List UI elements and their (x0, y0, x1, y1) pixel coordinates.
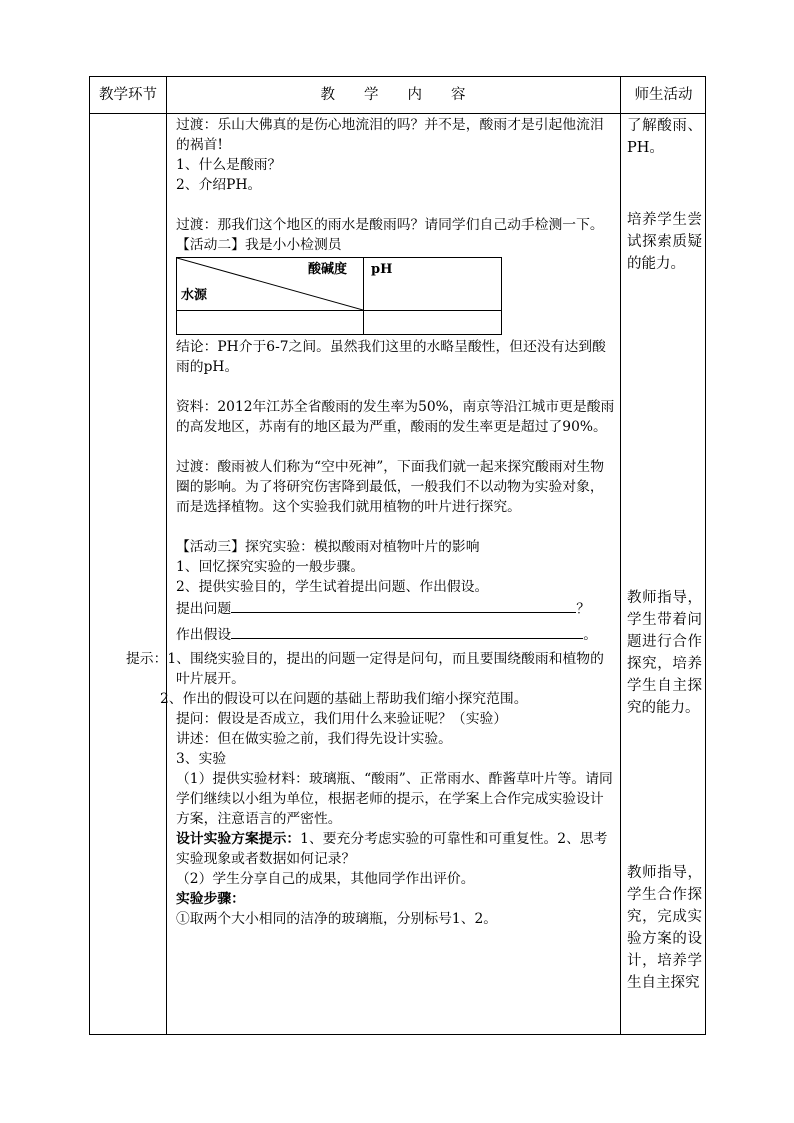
list-item: 3、实验 (176, 751, 227, 767)
lesson-plan-table (89, 76, 706, 1035)
question-mark: ？ (576, 601, 590, 617)
activity-note-inquiry (627, 209, 702, 275)
activity-title: 【活动二】我是小小检测员 (176, 237, 342, 253)
question-blank-row (176, 597, 616, 622)
column-divider (166, 77, 167, 1034)
list-item: 2、提供实验目的，学生试着提出问题、作出假设。 (176, 579, 489, 595)
hypothesis-blank-row (176, 622, 616, 649)
materials-paragraph: （1）提供实验材料：玻璃瓶、“酸雨”、正常雨水、酢酱草叶片等。请同学们继续以小组为单位，根据老师的提示，在学案上合作完成实验设计方案，注意语言的严密性。 (176, 771, 613, 827)
step-item: ①取两个大小相同的洁净的玻璃瓶，分别标号1、2。 (176, 911, 498, 927)
conclusion-paragraph: 结论：PH介于6-7之间。虽然我们这里的水略呈酸性，但还没有达到酸雨的pH。 (176, 339, 606, 375)
hint-item: 提示：1、围绕实验目的，提出的问题一定得是问句，而且要围绕酸雨和植物的叶片展开。 (126, 651, 604, 687)
activity-note-text: 教师指导，学生合作探究，完成实验方案的设计，培养学生自主探究 (627, 865, 702, 991)
diagonal-header-acidity: 酸碱度 (308, 262, 348, 277)
data-paragraph: 资料：2012年江苏全省酸雨的发生率为50%，南京等沿江城市更是酸雨的高发地区，苏南有的地区最为严重，酸雨的发生率更是超过了90%。 (176, 399, 615, 435)
ph-test-table (176, 257, 502, 335)
list-item: 1、回忆探究实验的一般步骤。 (176, 559, 365, 575)
sharing-paragraph: （2）学生分享自己的成果，其他同学作出评价。 (176, 871, 475, 887)
transition-paragraph: 过渡：乐山大佛真的是伤心地流泪的吗？并不是，酸雨才是引起他流泪的祸首! (176, 117, 604, 153)
ph-column-header: pH (371, 262, 393, 277)
hypothesis-label: 作出假设 (176, 627, 232, 643)
activity-note-ph (627, 115, 702, 159)
question-blank-line (231, 598, 576, 613)
header-teaching-stage: 教学环节 (99, 87, 157, 103)
column-divider (363, 310, 364, 334)
activity-note-text: 教师指导，学生带着问题进行合作探究，培养学生自主探究的能力。 (627, 590, 702, 716)
diagonal-header-water-source: 水源 (181, 288, 208, 303)
table-row (177, 310, 501, 311)
question-label: 提出问题 (176, 601, 232, 617)
teaching-content (126, 115, 616, 929)
header-teaching-content: 教 学 内 容 (320, 87, 466, 103)
activity-title: 【活动三】探究实验：模拟酸雨对植物叶片的影响 (176, 539, 480, 555)
period-mark: 。 (583, 627, 597, 643)
explanation-paragraph: 讲述：但在做实验之前，我们得先设计实验。 (176, 731, 452, 747)
header-teacher-student-activity: 师生活动 (634, 87, 693, 103)
list-item: 1、什么是酸雨？ (176, 157, 282, 173)
activity-note-design (627, 862, 702, 994)
design-hint-paragraph (176, 829, 616, 869)
design-hint-text: 1、要充分考虑实验的可靠性和可重复性。2、思考实验现象或者数据如何记录？ (176, 831, 608, 867)
hint-item: 2、作出的假设可以在问题的基础上帮助我们缩小探究范围。 (160, 691, 528, 707)
activity-note-guidance (627, 587, 702, 719)
activity-note-text: 培养学生尝试探索质疑的能力。 (627, 212, 702, 272)
steps-heading: 实验步骤： (176, 891, 245, 907)
activity-note-text: 了解酸雨、PH。 (627, 118, 702, 156)
transition-paragraph: 过渡：酸雨被人们称为“空中死神”，下面我们就一起来探究酸雨对生物圈的影响。为了将研究伤害降到最低，一般我们不以动物为实验对象，而是选择植物。这个实验我们就用植物的叶片进行探究。 (176, 459, 605, 515)
header-divider (90, 113, 705, 114)
column-divider (620, 77, 621, 1034)
question-paragraph: 提问：假设是否成立，我们用什么来验证呢？（实验） (176, 711, 508, 727)
list-item: 2、介绍PH。 (176, 177, 262, 193)
design-hint-label: 设计实验方案提示： (176, 831, 301, 847)
hypothesis-blank-line (231, 624, 583, 639)
transition-paragraph: 过渡：那我们这个地区的雨水是酸雨吗？请同学们自己动手检测一下。 (176, 217, 604, 233)
